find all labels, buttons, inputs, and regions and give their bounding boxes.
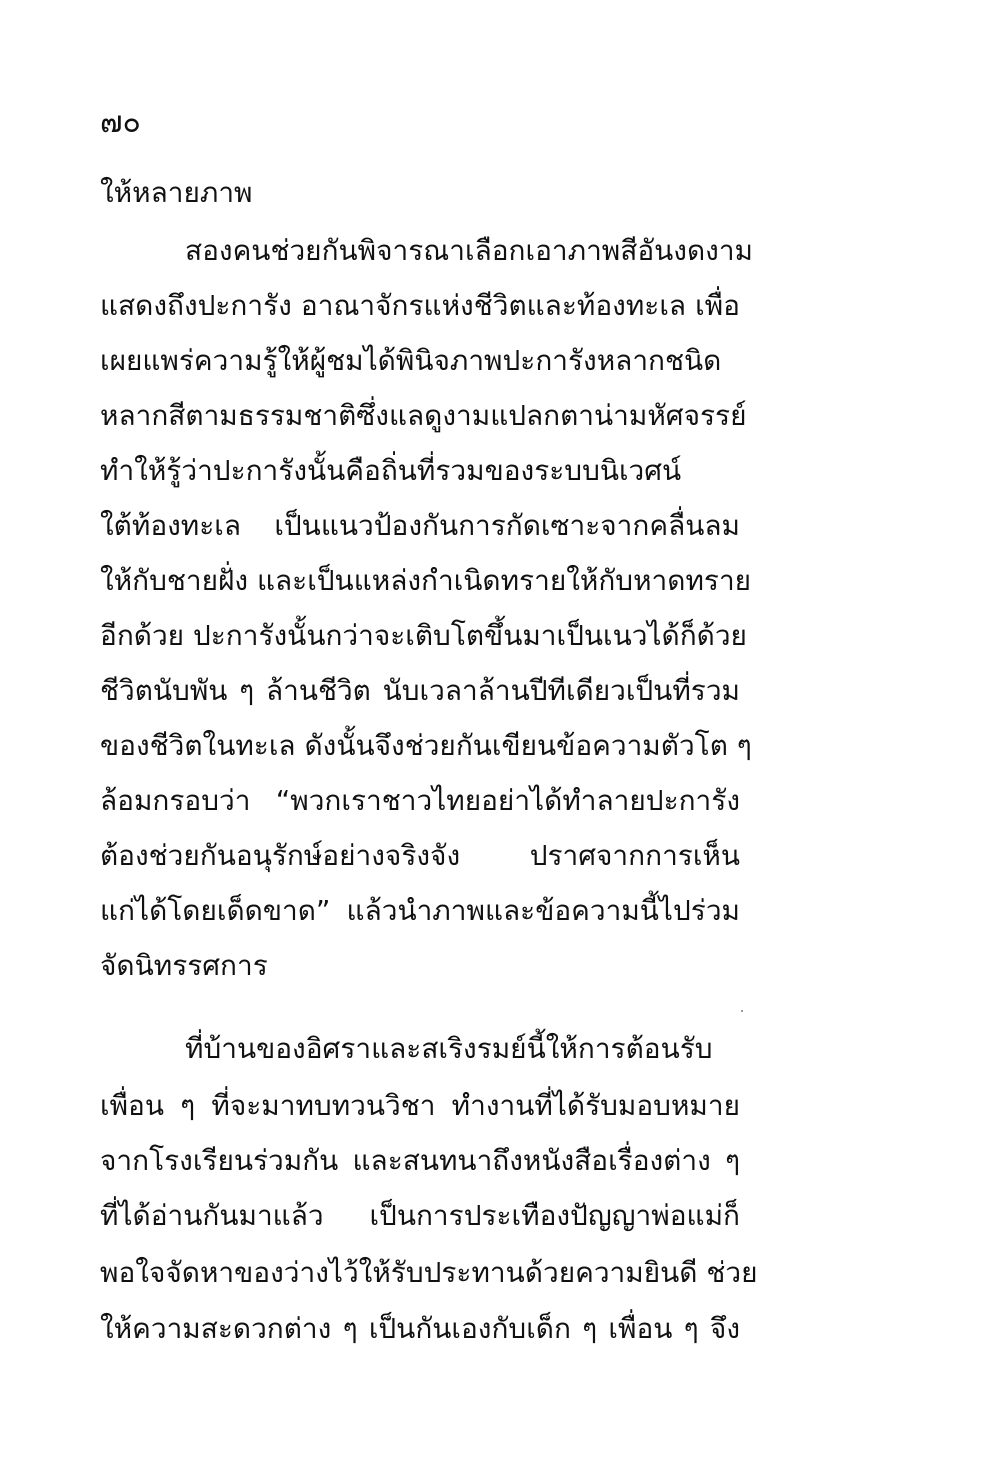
text-line-paragraph-2-start: ที่บ้านของอิศราและสเริงรมย์นี้ให้การต้อนรับ xyxy=(185,1032,713,1065)
text-line-paragraph-1-start: สองคนช่วยกันพิจารณาเลือกเอาภาพสีอันงดงาม xyxy=(185,234,753,267)
scan-speck xyxy=(741,1010,743,1012)
text-line: ให้กับชายฝั่ง และเป็นแหล่งกำเนิดทรายให้กับหาดทราย xyxy=(100,564,752,597)
text-line: ของชีวิตในทะเล ดังนั้นจึงช่วยกันเขียนข้อความตัวโต ๆ xyxy=(100,729,752,762)
text-line-continuation: ให้หลายภาพ xyxy=(100,176,253,209)
text-line: เพื่อน ๆ ที่จะมาทบทวนวิชา ทำงานที่ได้รับมอบหมาย xyxy=(100,1089,740,1122)
page-number: ๗๐ xyxy=(100,105,141,140)
text-line: ล้อมกรอบว่า “พวกเราชาวไทยอย่าได้ทำลายปะการัง xyxy=(100,784,740,817)
text-line: ทำให้รู้ว่าปะการังนั้นคือถิ่นที่รวมของระบบนิเวศน์ xyxy=(100,454,682,487)
text-line: ให้ความสะดวกต่าง ๆ เป็นกันเองกับเด็ก ๆ เพื่อน ๆ จึง xyxy=(100,1312,740,1345)
text-line: ใต้ท้องทะเล เป็นแนวป้องกันการกัดเซาะจากคลื่นลม xyxy=(100,509,740,542)
text-line: อีกด้วย ปะการังนั้นกว่าจะเติบโตขึ้นมาเป็นเนวได้ก็ด้วย xyxy=(100,619,747,652)
text-line: จากโรงเรียนร่วมกัน และสนทนาถึงหนังสือเรื่องต่าง ๆ xyxy=(100,1144,740,1177)
text-line: ต้องช่วยกันอนุรักษ์อย่างจริงจัง ปราศจากการเห็น xyxy=(100,839,740,872)
text-line: หลากสีตามธรรมชาติซึ่งแลดูงามแปลกตาน่ามหัศจรรย์ xyxy=(100,399,747,432)
text-line: ชีวิตนับพัน ๆ ล้านชีวิต นับเวลาล้านปีทีเดียวเป็นที่รวม xyxy=(100,674,740,707)
text-line: พอใจจัดหาของว่างไว้ให้รับประทานด้วยความยินดี ช่วย xyxy=(100,1256,758,1289)
text-line: ที่ได้อ่านกันมาแล้ว เป็นการประเทืองปัญญาพ่อแม่ก็ xyxy=(100,1199,740,1232)
text-line: เผยแพร่ความรู้ให้ผู้ชมได้พินิจภาพปะการังหลากชนิด xyxy=(100,344,722,377)
text-line: แสดงถึงปะการัง อาณาจักรแห่งชีวิตและท้องทะเล เพื่อ xyxy=(100,289,740,322)
text-line: แก่ได้โดยเด็ดขาด” แล้วนำภาพและข้อความนี้ไปร่วม xyxy=(100,894,740,927)
text-line-paragraph-1-end: จัดนิทรรศการ xyxy=(100,949,268,982)
